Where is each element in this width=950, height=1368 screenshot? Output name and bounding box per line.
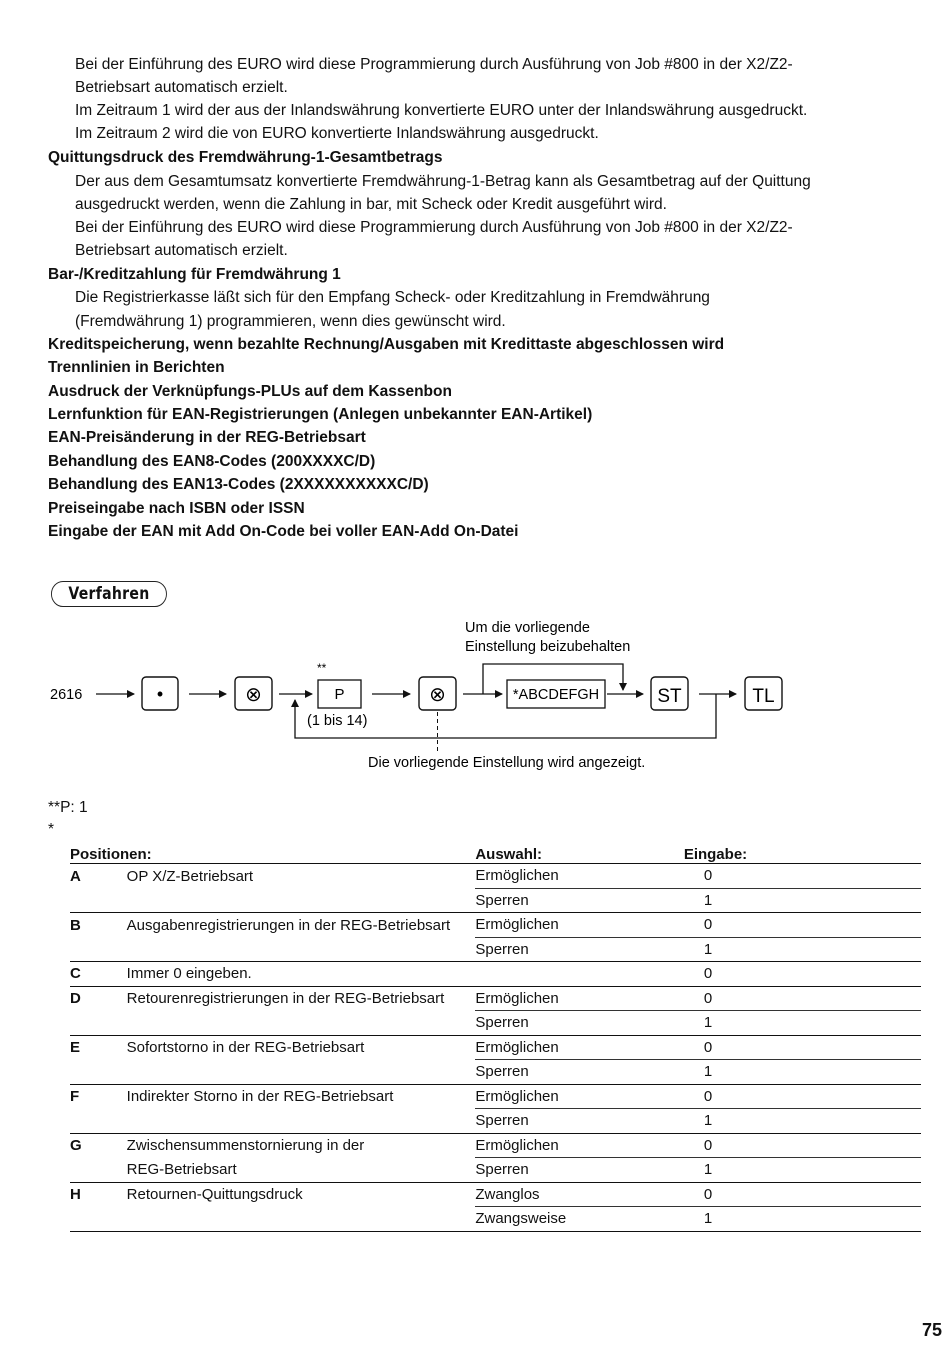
- option-value: 1: [668, 1011, 921, 1036]
- paragraph-line: Die Registrierkasse läßt sich für den Empfang Scheck- oder Kreditzahlung in Fremdwährung: [75, 289, 710, 306]
- option-value: 0: [668, 986, 921, 1011]
- table-row: [70, 864, 921, 889]
- position-desc: Immer 0 eingeben.: [127, 962, 476, 987]
- header-choice: Auswahl:: [475, 843, 667, 864]
- paragraph-line: Bei der Einführung des EURO wird diese Programmierung durch Ausführung von Job #800 in der X2/Z2-: [75, 56, 793, 73]
- table-row: [70, 1158, 921, 1183]
- option-value: 1: [668, 937, 921, 962]
- position-code: C: [70, 962, 127, 987]
- table-row: [70, 1207, 921, 1232]
- option-value: 1: [668, 1207, 921, 1232]
- option-label: Sperren: [475, 1011, 667, 1036]
- position-desc: OP X/Z-Betriebsart: [126, 867, 254, 885]
- section-heading: Ausdruck der Verknüpfungs-PLUs auf dem Kassenbon: [48, 383, 452, 400]
- option-value: 0: [668, 864, 921, 889]
- position-code: B: [70, 916, 81, 934]
- procedure-label: Verfahren: [51, 581, 167, 607]
- option-value: 0: [668, 1133, 921, 1158]
- position-desc: Retourenregistrierungen in der REG-Betriebsart: [126, 990, 445, 1007]
- p-range: (1 bis 14): [307, 713, 368, 729]
- section-heading: Kreditspeicherung, wenn bezahlte Rechnung/Ausgaben mit Kredittaste abgeschlossen wird: [48, 336, 725, 353]
- option-value: 0: [668, 962, 921, 987]
- section-heading: Lernfunktion für EAN-Registrierungen (Anlegen unbekannter EAN-Artikel): [48, 406, 593, 423]
- position-code: E: [70, 1039, 81, 1056]
- display-note: Die vorliegende Einstellung wird angezeigt.: [368, 755, 646, 771]
- section-heading: Trennlinien in Berichten: [48, 359, 225, 376]
- dot-key-label: •: [156, 684, 164, 704]
- option-label: Ermöglichen: [475, 1035, 667, 1060]
- code-input-label: *ABCDEFGH: [512, 687, 600, 703]
- option-value: 0: [668, 1182, 921, 1207]
- paragraph-line: Der aus dem Gesamtumsatz konvertierte Fremdwährung-1-Betrag kann als Gesamtbetrag auf der Quittung: [75, 173, 811, 190]
- position-desc: Retournen-Quittungsdruck: [126, 1186, 303, 1203]
- option-label: Sperren: [475, 1060, 667, 1085]
- option-label: Sperren: [475, 937, 667, 962]
- paragraph-line: Betriebsart automatisch erzielt.: [75, 79, 288, 96]
- start-code: 2616: [50, 687, 83, 703]
- table-row: [70, 1084, 921, 1109]
- table-row: [70, 937, 921, 962]
- option-label: Ermöglichen: [475, 1133, 667, 1158]
- option-value: 0: [668, 1035, 921, 1060]
- table-row: [70, 962, 921, 987]
- position-desc: Zwischensummenstornierung in der: [126, 1137, 365, 1154]
- settings-table: [70, 843, 921, 1232]
- position-code: F: [70, 1088, 80, 1105]
- position-desc: Ausgabenregistrierungen in der REG-Betriebsart: [126, 916, 451, 934]
- p-marker: **: [317, 661, 327, 675]
- multiply-key-label: ⊗: [429, 684, 446, 706]
- paragraph-line: (Fremdwährung 1) programmieren, wenn dies gewünscht wird.: [75, 313, 506, 330]
- table-row: [70, 1011, 921, 1036]
- paragraph-line: Im Zeitraum 1 wird der aus der Inlandswährung konvertierte EURO unter der Inlandswährung ausgedruckt.: [75, 102, 808, 119]
- table-row: [70, 888, 921, 913]
- table-row: [70, 1133, 921, 1158]
- option-label: Sperren: [475, 888, 667, 913]
- section-heading: Bar-/Kreditzahlung für Fremdwährung 1: [48, 266, 341, 283]
- multiply-key-label: ⊗: [245, 684, 262, 706]
- option-label: Sperren: [475, 1158, 667, 1183]
- option-label: Zwangsweise: [475, 1207, 667, 1232]
- paragraph-line: Betriebsart automatisch erzielt.: [75, 242, 288, 259]
- table-row: [70, 1035, 921, 1060]
- option-value: 1: [668, 1060, 921, 1085]
- st-key-label: ST: [657, 686, 682, 707]
- position-code: H: [70, 1186, 81, 1203]
- option-label: Ermöglichen: [475, 986, 667, 1011]
- option-label: Zwanglos: [475, 1182, 667, 1207]
- footnote-p: **P: 1: [48, 799, 88, 816]
- section-heading: EAN-Preisänderung in der REG-Betriebsart: [48, 429, 366, 446]
- table-row: [70, 913, 921, 938]
- table-row: [70, 1109, 921, 1134]
- section-heading: Quittungsdruck des Fremdwährung-1-Gesamtbetrags: [48, 149, 443, 166]
- p-input-label: P: [334, 686, 345, 703]
- option-label: Sperren: [475, 1109, 667, 1134]
- option-value: 0: [668, 913, 921, 938]
- option-value: 1: [668, 1158, 921, 1183]
- position-desc: Sofortstorno in der REG-Betriebsart: [126, 1039, 365, 1056]
- tl-key-label: TL: [752, 686, 775, 707]
- position-code: A: [70, 867, 81, 885]
- keep-note-line2: Einstellung beizubehalten: [465, 639, 631, 655]
- page-number: 75: [921, 1320, 942, 1340]
- section-heading: Behandlung des EAN8-Codes (200XXXXC/D): [48, 453, 376, 470]
- header-entry: Eingabe:: [668, 843, 921, 864]
- header-positions: Positionen:: [70, 843, 475, 864]
- paragraph-line: Bei der Einführung des EURO wird diese Programmierung durch Ausführung von Job #800 in der X2/Z2-: [75, 219, 793, 236]
- position-desc: Indirekter Storno in der REG-Betriebsart: [126, 1088, 394, 1105]
- paragraph-line: Im Zeitraum 2 wird die von EURO konvertierte Inlandswährung ausgedruckt.: [75, 125, 599, 142]
- paragraph-line: ausgedruckt werden, wenn die Zahlung in bar, mit Scheck oder Kredit ausgeführt wird.: [75, 196, 667, 213]
- keep-note-line1: Um die vorliegende: [465, 620, 590, 636]
- option-label: Ermöglichen: [475, 913, 667, 938]
- option-label: Ermöglichen: [475, 1084, 667, 1109]
- option-value: 0: [668, 1084, 921, 1109]
- footnote-star: *: [48, 821, 55, 838]
- section-heading: Behandlung des EAN13-Codes (2XXXXXXXXXXC/D): [48, 476, 429, 493]
- table-row: [70, 1060, 921, 1085]
- section-heading: Preiseingabe nach ISBN oder ISSN: [48, 500, 305, 517]
- position-code: D: [70, 990, 81, 1007]
- option-value: 1: [668, 1109, 921, 1134]
- option-value: 1: [668, 888, 921, 913]
- table-row: [70, 986, 921, 1011]
- table-row: [70, 1182, 921, 1207]
- position-code: G: [70, 1137, 82, 1154]
- section-heading: Eingabe der EAN mit Add On-Code bei voller EAN-Add On-Datei: [48, 523, 519, 540]
- option-label: Ermöglichen: [475, 864, 667, 889]
- position-desc-cont: REG-Betriebsart: [127, 1158, 476, 1183]
